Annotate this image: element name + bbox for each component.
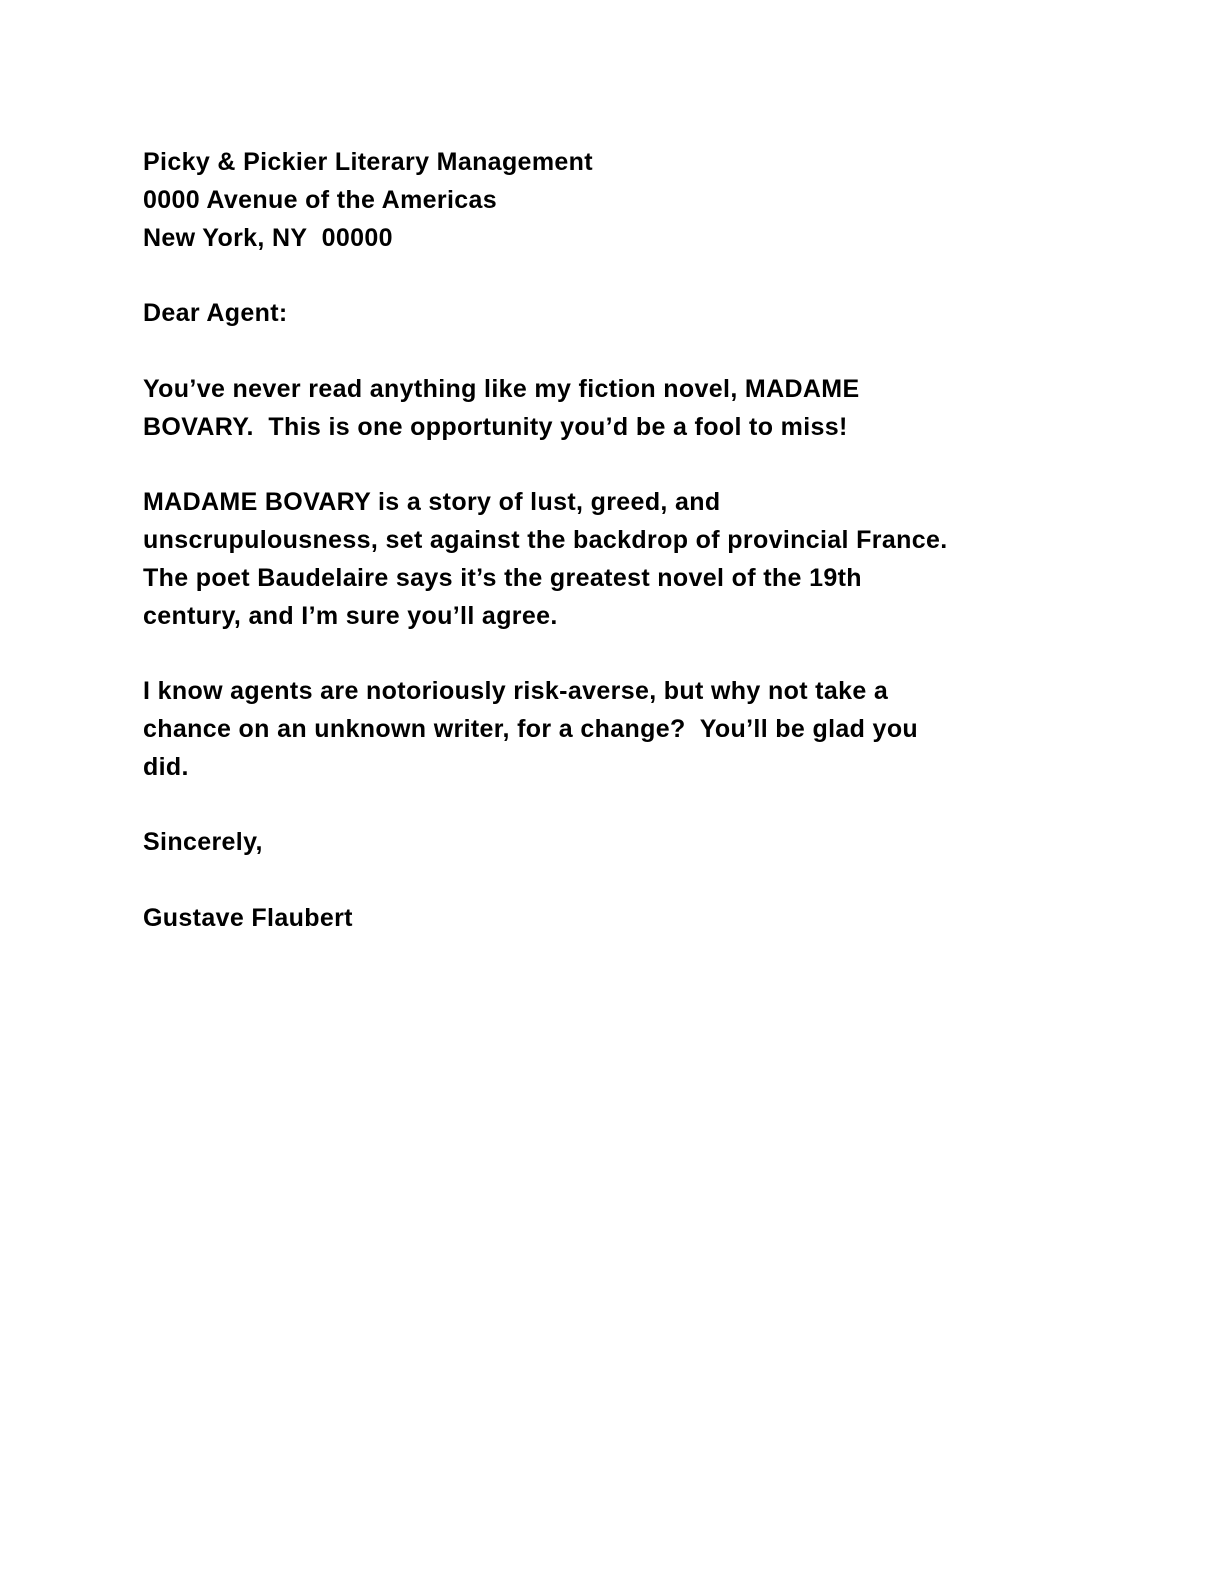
spacer	[143, 446, 1083, 484]
recipient-address	[143, 144, 1083, 257]
paragraph-line: BOVARY. This is one opportunity you’d be a fool to miss!	[143, 412, 848, 441]
address-line-city: New York, NY 00000	[143, 223, 393, 252]
paragraph-line: century, and I’m sure you’ll agree.	[143, 601, 558, 630]
paragraph-line: You’ve never read anything like my fiction novel, MADAME	[143, 374, 860, 403]
spacer	[143, 333, 1083, 371]
spacer	[143, 635, 1083, 673]
paragraph-pitch	[143, 673, 1083, 786]
signature-name: Gustave Flaubert	[143, 903, 353, 932]
paragraph-hook	[143, 371, 1083, 447]
paragraph-line: MADAME BOVARY is a story of lust, greed, and	[143, 488, 721, 517]
paragraph-line: I know agents are notoriously risk-averse, but why not take a	[143, 677, 889, 706]
address-line-street: 0000 Avenue of the Americas	[143, 185, 498, 214]
query-letter	[143, 144, 1083, 938]
closing: Sincerely,	[143, 828, 263, 857]
paragraph-line: The poet Baudelaire says it’s the greatest novel of the 19th	[143, 563, 862, 592]
paragraph-synopsis	[143, 484, 1083, 635]
spacer	[143, 257, 1083, 295]
salutation: Dear Agent:	[143, 299, 288, 328]
paragraph-line: chance on an unknown writer, for a change? You’ll be glad you	[143, 714, 919, 743]
spacer	[143, 787, 1083, 825]
spacer	[143, 862, 1083, 900]
address-line-agency: Picky & Pickier Literary Management	[143, 148, 593, 176]
paragraph-line: did.	[143, 752, 189, 781]
paragraph-line: unscrupulousness, set against the backdrop of provincial France.	[143, 525, 948, 554]
